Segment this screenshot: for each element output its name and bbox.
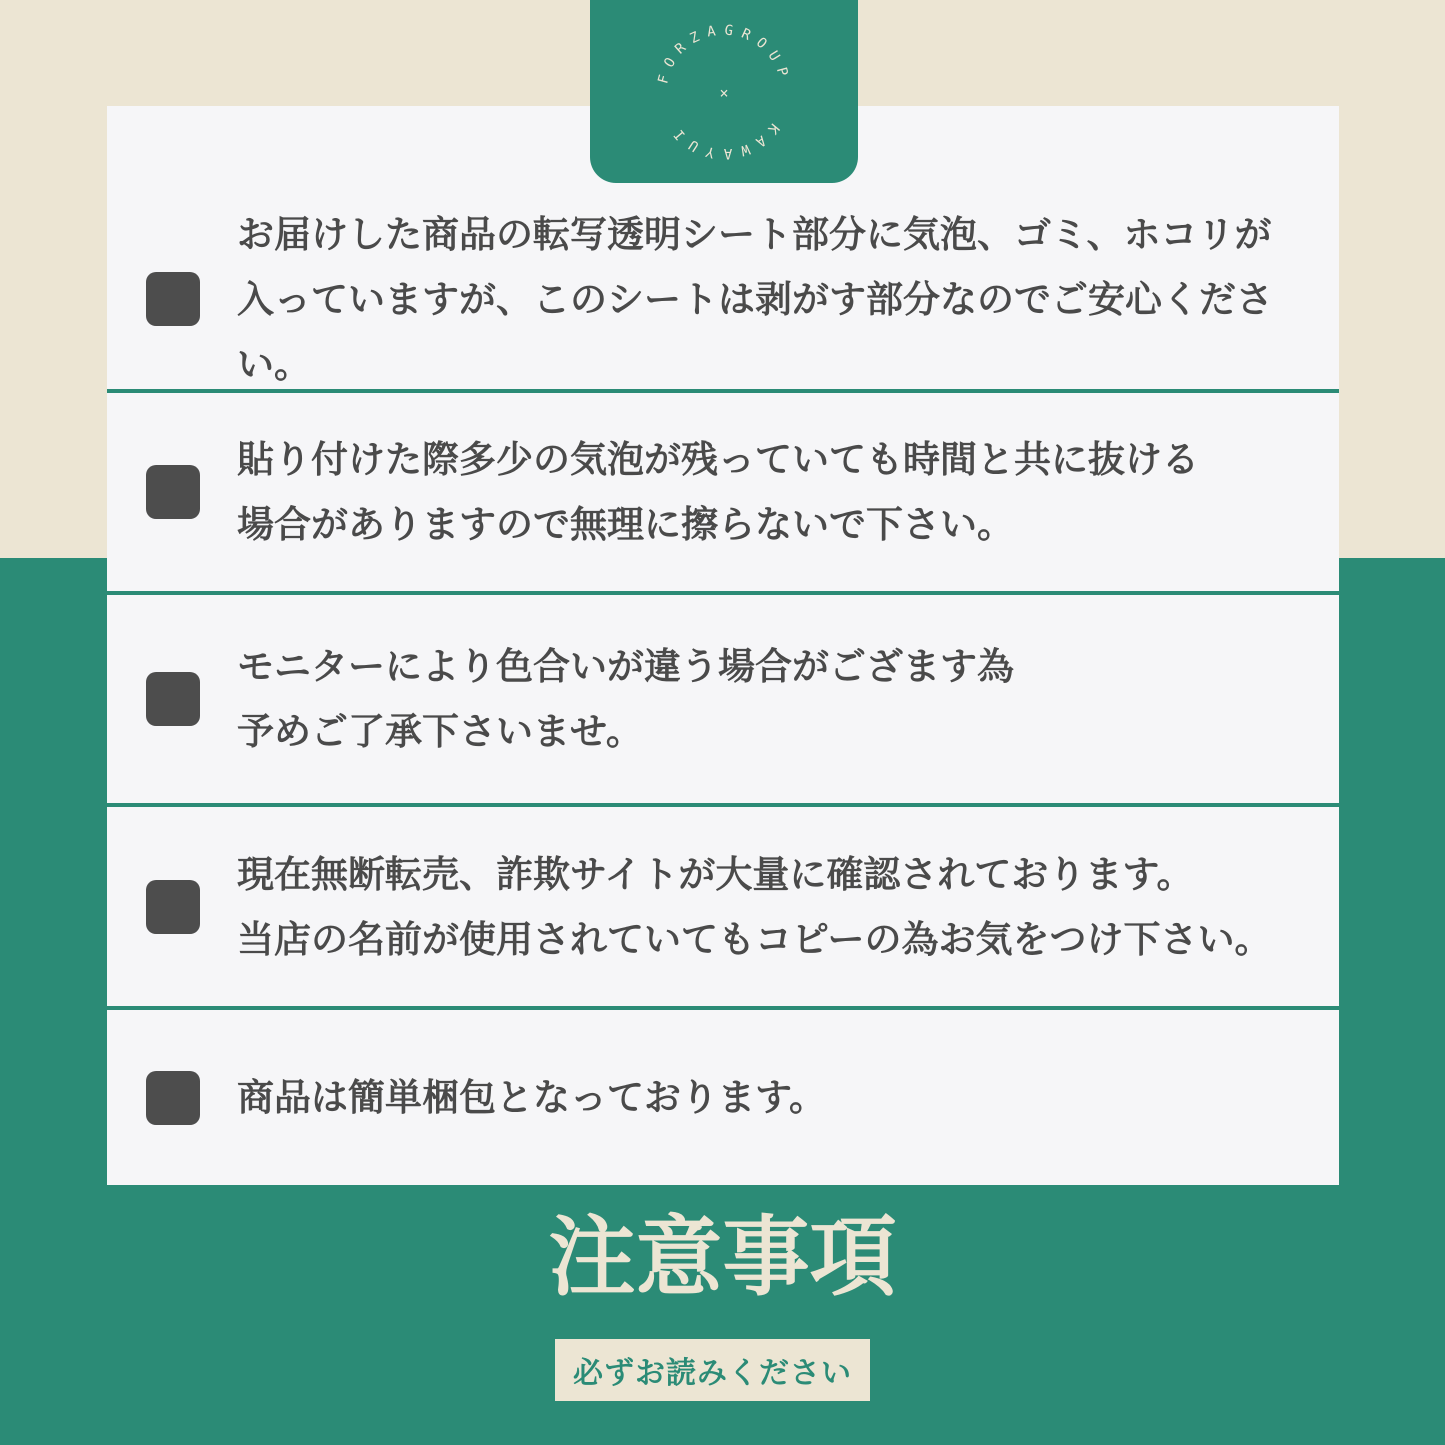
square-bullet-icon — [146, 272, 200, 326]
notice-line: 貼り付けた際多少の気泡が残っていても時間と共に抜ける — [237, 439, 1199, 480]
read-notice-box — [555, 1339, 870, 1401]
square-bullet-icon — [146, 880, 200, 934]
notice-line: お届けした商品の転写透明シート部分に気泡、ゴミ、ホコリが — [237, 213, 1272, 255]
notice-text — [237, 202, 1339, 397]
notice-line: モニターにより色合いが違う場合がござます為 — [237, 646, 1014, 687]
square-bullet-icon — [146, 1071, 200, 1125]
page-title: 注意事項 — [548, 1209, 897, 1306]
notice-text — [237, 634, 1014, 764]
notice-item — [107, 1010, 1339, 1185]
notice-text — [237, 842, 1272, 972]
notice-line: 予めご了承下さいませ。 — [237, 711, 643, 752]
notice-card — [107, 106, 1339, 1185]
brand-x-mark-icon: × — [719, 84, 729, 102]
notice-line: 現在無断転売、詐欺サイトが大量に確認されております。 — [237, 853, 1194, 895]
notice-item — [107, 595, 1339, 807]
square-bullet-icon — [146, 465, 200, 519]
notice-text — [237, 1065, 826, 1130]
notice-line: 場合がありますので無理に擦らないで下さい。 — [237, 504, 1014, 545]
brand-badge — [590, 0, 858, 183]
notice-line: 入っていますが、このシートは剥がす部分なのでご安心ください。 — [237, 278, 1273, 385]
notice-line: 商品は簡単梱包となっております。 — [237, 1077, 827, 1118]
square-bullet-icon — [146, 672, 200, 726]
read-notice-label: 必ずお読みください — [573, 1357, 852, 1390]
notice-item — [107, 393, 1339, 595]
brand-logo — [590, 0, 858, 183]
brand-arc-top-text: FORZAGROUP — [655, 22, 793, 86]
notice-text — [237, 427, 1199, 557]
notice-line: 当店の名前が使用されていてもコピーの為お気をつけ下さい。 — [237, 918, 1272, 960]
notice-item — [107, 807, 1339, 1010]
brand-arc-bottom-text: KAWAYUI — [666, 120, 782, 162]
